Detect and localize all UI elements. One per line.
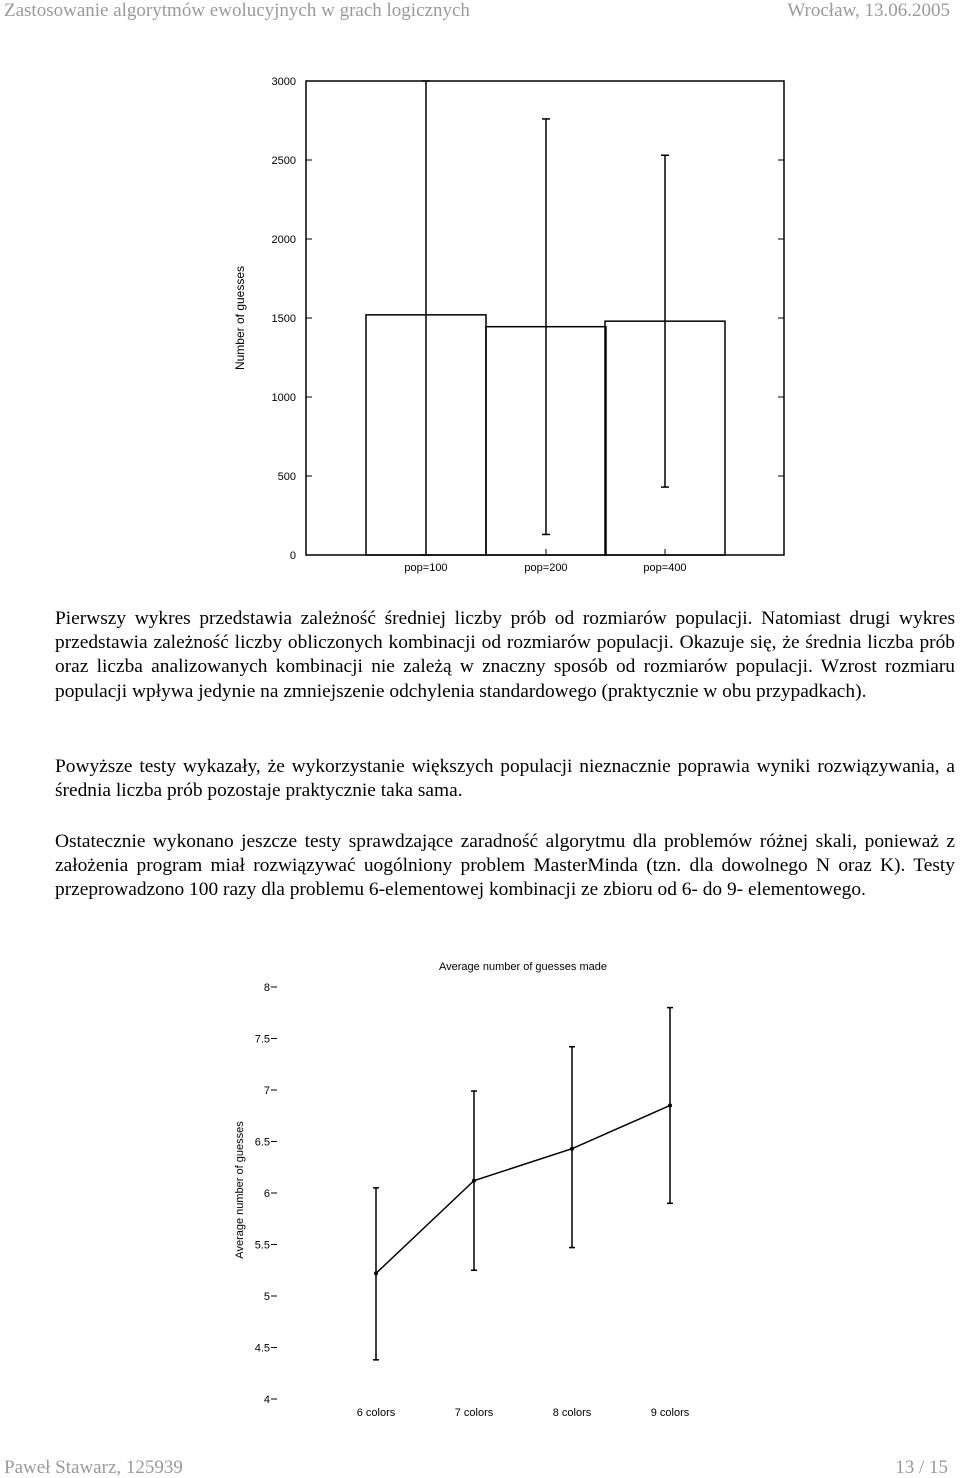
data-point — [374, 1271, 378, 1275]
x-tick-label: 9 colors — [650, 1407, 690, 1419]
paragraph-1: Pierwszy wykres przedstawia zależność średniej liczby prób od rozmiarów populacji. Natomiast drugi wykres przedstawia zależność liczby obliczonych kombinacji od rozmiarów populacji. Okazuje się, że średnia liczba prób oraz liczba analizowanych kombinacji nie zależą w znaczny sposób od rozmiarów populacji. Wzrost rozmiaru populacji wpływa jedynie na zmniejszenie odchylenia standardowego (praktycznie w obu przypadkach). — [55, 608, 955, 702]
data-point — [668, 1103, 672, 1107]
y-tick-label: 500 — [277, 471, 296, 483]
y-tick-label: 1000 — [271, 392, 296, 404]
footer-author: Paweł Stawarz, 125939 — [4, 1457, 183, 1478]
footer-page-number: 13 / 15 — [895, 1457, 948, 1478]
series-line — [376, 1105, 670, 1273]
y-tick-label: 2500 — [271, 155, 296, 167]
x-tick-label: 8 colors — [552, 1407, 592, 1419]
x-tick-label: pop=200 — [524, 562, 568, 574]
y-tick-label: 3000 — [271, 76, 296, 88]
y-tick-label: 2000 — [271, 234, 296, 246]
y-axis-label: Number of guesses — [233, 265, 247, 371]
y-tick-label: 7.5 — [254, 1033, 270, 1046]
x-tick-label: pop=100 — [404, 562, 448, 574]
x-tick-label: pop=400 — [643, 562, 687, 574]
y-axis-label: Average number of guesses — [234, 1121, 246, 1259]
y-tick-label: 1500 — [271, 313, 296, 325]
chart-title: Average number of guesses made — [439, 961, 607, 973]
x-tick-label: 7 colors — [454, 1407, 494, 1419]
x-tick-label: 6 colors — [356, 1407, 396, 1419]
y-tick-label: 0 — [289, 550, 296, 562]
paragraph-3: Ostatecznie wykonano jeszcze testy sprawdzające zaradność algorytmu dla problemów różnej skali, ponieważ z założenia program miał rozwiązywać uogólniony problem MasterMinda (tzn. dla dowolnego N oraz K). Testy przeprowadzono 100 razy dla problemu 6-elementowej kombinacji ze zbioru od 6- do 9- elementowego. — [55, 831, 955, 901]
y-tick-label: 4.5 — [254, 1342, 270, 1355]
y-tick-label: 8 — [263, 982, 270, 994]
data-point — [570, 1147, 574, 1151]
y-tick-label: 4 — [263, 1394, 270, 1406]
y-tick-label: 7 — [263, 1085, 270, 1097]
header-place-date: Wrocław, 13.06.2005 — [787, 0, 950, 21]
y-tick-label: 5 — [263, 1291, 270, 1303]
paragraph-2: Powyższe testy wykazały, że wykorzystanie większych populacji nieznacznie poprawia wyniki rozwiązywania, a średnia liczba prób pozostaje praktycznie taka sama. — [55, 756, 955, 802]
y-tick-label: 6.5 — [254, 1136, 270, 1149]
y-tick-label: 6 — [263, 1188, 270, 1200]
data-point — [472, 1179, 476, 1183]
y-tick-label: 5.5 — [254, 1239, 270, 1252]
header-title: Zastosowanie algorytmów ewolucyjnych w grach logicznych — [4, 0, 470, 21]
